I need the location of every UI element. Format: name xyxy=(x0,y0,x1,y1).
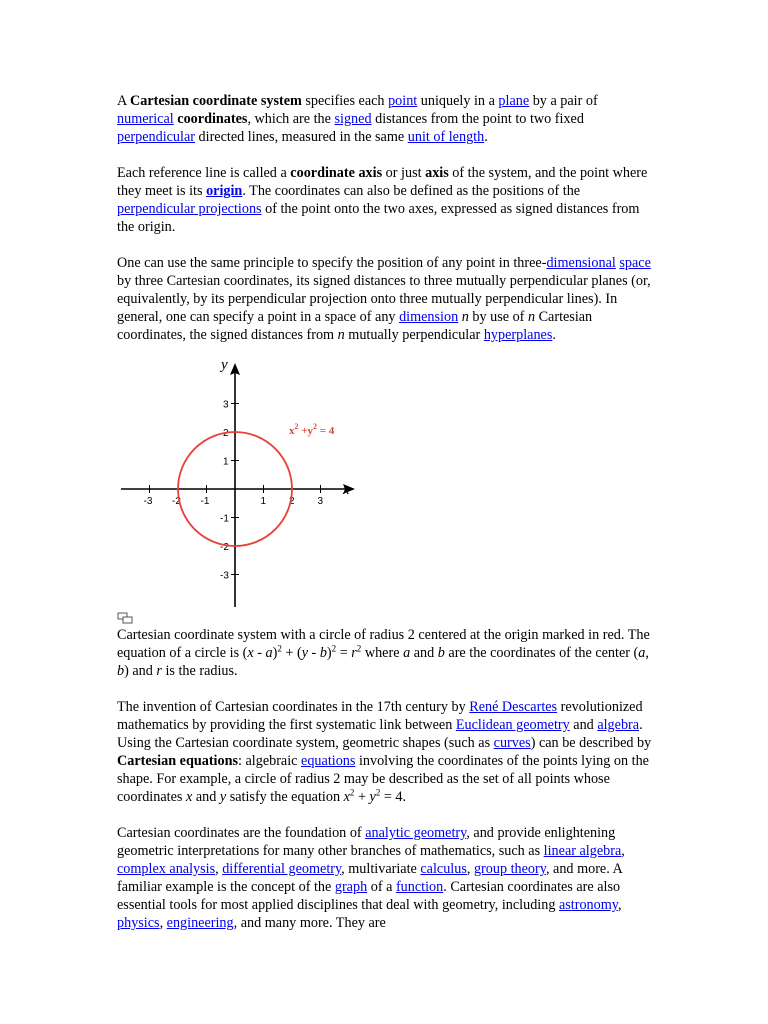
text: distances from the point to two fixed xyxy=(371,111,584,127)
text: by three Cartesian coordinates, its signed distances to three mutually perpendicular planes (or, equivalently, by its perpendicular projection onto three mutually perpendicular lines). In general, one can specify a point in a space of any xyxy=(117,273,651,325)
text: Cartesian coordinates, the signed distances from xyxy=(117,309,593,343)
term-coordinate-axis: coordinate axis xyxy=(290,165,383,181)
link-perpendicular[interactable]: perpendicular xyxy=(117,129,195,145)
text: . Using the Cartesian coordinate system, geometric shapes (such as xyxy=(117,717,643,751)
sup: 2 xyxy=(356,643,362,654)
var-n: n xyxy=(527,309,536,325)
y-tick-label: -2 xyxy=(220,542,229,553)
text: + ( xyxy=(281,645,302,661)
var: y xyxy=(301,645,308,661)
sup: 2 xyxy=(277,643,282,654)
text: Cartesian coordinates are the foundation of xyxy=(117,825,366,841)
text: ) can be described by xyxy=(530,735,652,751)
y-tick-label: 3 xyxy=(223,399,229,411)
text: - xyxy=(253,645,266,661)
link-origin[interactable]: origin xyxy=(206,183,243,199)
link-perpendicular-projections[interactable]: perpendicular projections xyxy=(117,201,262,217)
text: , xyxy=(215,861,223,877)
sup: 2 xyxy=(331,643,337,654)
link-complex-analysis[interactable]: complex analysis xyxy=(117,861,216,877)
term-cartesian-equations: Cartesian equations xyxy=(117,753,238,769)
text: directed lines, measured in the same xyxy=(195,129,408,145)
text: , which are the xyxy=(247,111,335,127)
eq-sup: 2 xyxy=(313,422,318,431)
var: x xyxy=(185,789,193,805)
link-function[interactable]: function xyxy=(395,879,444,895)
text: = xyxy=(336,645,352,661)
y-tick-label: -3 xyxy=(220,570,229,582)
link-differential-geometry[interactable]: differential geometry xyxy=(222,861,342,877)
link-hyperplanes[interactable]: hyperplanes xyxy=(483,327,553,343)
term-axis: axis xyxy=(425,165,449,181)
link-graph[interactable]: graph xyxy=(334,879,368,895)
text: are the coordinates of the center ( xyxy=(444,645,639,661)
var: b xyxy=(117,663,125,679)
text: uniquely in a xyxy=(417,93,499,109)
text: , xyxy=(159,915,167,931)
x-tick-label: -3 xyxy=(143,496,153,507)
link-engineering[interactable]: engineering xyxy=(166,915,234,931)
text: A xyxy=(117,93,131,109)
link-analytic-geometry[interactable]: analytic geometry xyxy=(365,825,467,841)
link-rene-descartes[interactable]: René Descartes xyxy=(469,699,558,715)
text: The invention of Cartesian coordinates in the 17th century by xyxy=(117,699,470,715)
text: and xyxy=(569,717,598,733)
link-dimension[interactable]: dimension xyxy=(399,309,459,325)
var: b xyxy=(319,645,327,661)
text: , multivariate xyxy=(341,861,421,877)
text: . xyxy=(484,129,488,145)
x-tick-label: 1 xyxy=(260,496,267,507)
link-point[interactable]: point xyxy=(388,93,418,109)
article-body xyxy=(117,92,657,950)
var: x xyxy=(343,789,350,805)
var: a xyxy=(403,645,411,661)
text: . xyxy=(552,327,556,343)
image-enlarge-icon[interactable] xyxy=(117,612,133,624)
link-equations[interactable]: equations xyxy=(301,753,356,769)
text: : algebraic xyxy=(238,753,302,769)
x-axis-label: x xyxy=(343,482,350,498)
link-physics[interactable]: physics xyxy=(117,915,160,931)
link-algebra[interactable]: algebra xyxy=(597,717,640,733)
text: of a xyxy=(367,879,396,895)
text: ) xyxy=(326,645,332,661)
var: y xyxy=(369,789,376,805)
text: specifies each xyxy=(301,93,389,109)
x-tick-label: 3 xyxy=(317,496,324,507)
x-tick-label: -2 xyxy=(172,496,181,507)
text: + xyxy=(354,789,370,805)
x-tick-label: 2 xyxy=(289,496,295,507)
sup: 2 xyxy=(375,787,381,798)
link-numerical[interactable]: numerical xyxy=(117,111,174,127)
text: of the system, and the point where they meet is its xyxy=(117,165,648,199)
link-signed[interactable]: signed xyxy=(334,111,372,127)
eq-x: x xyxy=(289,425,295,437)
term-cartesian-coordinate-system: Cartesian coordinate system xyxy=(130,93,302,109)
var: x xyxy=(247,645,254,661)
x-tick-label: -1 xyxy=(200,496,210,507)
text: ) and xyxy=(124,663,157,679)
text: and xyxy=(192,789,220,805)
eq-sup: 2 xyxy=(294,422,299,431)
text: or just xyxy=(382,165,426,181)
paragraph-axis xyxy=(117,164,657,236)
term-coordinates: coordinates xyxy=(177,111,248,127)
text: , and more. A familiar example is the concept of the xyxy=(117,861,622,895)
paragraph-dimensions xyxy=(117,254,657,344)
text: where xyxy=(361,645,404,661)
text: , xyxy=(466,861,474,877)
text: , xyxy=(617,897,622,913)
text: One can use the same principle to specify the position of any point in three- xyxy=(117,255,547,271)
link-unit-of-length[interactable]: unit of length xyxy=(407,129,485,145)
text: . Cartesian coordinates are also essential tools for most applied disciplines that deal with geometry, including xyxy=(117,879,621,913)
var: r xyxy=(351,645,357,661)
link-group-theory[interactable]: group theory xyxy=(473,861,546,877)
text: of the point onto the two axes, expressed as signed distances from the origin. xyxy=(117,201,640,235)
text: = 4. xyxy=(380,789,407,805)
text: by use of xyxy=(468,309,528,325)
text: Each reference line is called a xyxy=(117,165,291,181)
text: , and many more. They are xyxy=(233,915,386,931)
text: revolutionized mathematics by providing the first systematic link between xyxy=(117,699,643,733)
link-space[interactable]: space xyxy=(619,255,651,271)
y-tick-label: -1 xyxy=(220,513,229,525)
var-n: n xyxy=(337,327,345,343)
paragraph-foundation xyxy=(117,824,657,932)
circle-equation-label xyxy=(289,422,335,437)
link-plane[interactable]: plane xyxy=(498,93,530,109)
text: satisfy the equation xyxy=(226,789,344,805)
link-curves[interactable]: curves xyxy=(493,735,531,751)
paragraph-history xyxy=(117,698,657,806)
link-linear-algebra[interactable]: linear algebra xyxy=(543,843,622,859)
eq-plus-y: +y xyxy=(298,425,314,437)
link-euclidean-geometry[interactable]: Euclidean geometry xyxy=(455,717,570,733)
y-axis-label: y xyxy=(221,362,228,373)
var: a xyxy=(265,645,273,661)
text: - xyxy=(308,645,320,661)
text: , xyxy=(621,843,625,859)
coordinate-figure xyxy=(117,362,657,612)
paragraph-intro xyxy=(117,92,657,146)
var: r xyxy=(156,663,162,679)
var-n: n xyxy=(461,309,469,325)
text: , and provide enlightening geometric interpretations for many other branches of mathematics, such as xyxy=(117,825,616,859)
text: ) xyxy=(272,645,278,661)
y-tick-label: 2 xyxy=(223,428,229,439)
eq-rhs: = 4 xyxy=(317,425,335,437)
text: involving the coordinates of the points lying on the shape. For example, a circle of radius 2 may be described as the set of all points whose coordinates xyxy=(117,753,649,805)
text: . The coordinates can also be defined as the positions of the xyxy=(242,183,581,199)
sup: 2 xyxy=(349,787,355,798)
text: and xyxy=(410,645,438,661)
text: mutually perpendicular xyxy=(344,327,484,343)
var: y xyxy=(219,789,227,805)
figure-caption xyxy=(117,626,657,680)
var: b xyxy=(437,645,445,661)
var: a xyxy=(638,645,646,661)
text: Cartesian coordinate system with a circle of radius 2 centered at the origin marked in red. The equation of a circle is ( xyxy=(117,627,650,661)
link-calculus[interactable]: calculus xyxy=(420,861,467,877)
link-astronomy[interactable]: astronomy xyxy=(558,897,618,913)
y-tick-label: 1 xyxy=(223,456,229,468)
coordinate-plot xyxy=(117,362,657,612)
text: by a pair of xyxy=(529,93,598,109)
link-dimensional[interactable]: dimensional xyxy=(546,255,616,271)
text: , xyxy=(645,645,649,661)
text: is the radius. xyxy=(161,663,238,679)
